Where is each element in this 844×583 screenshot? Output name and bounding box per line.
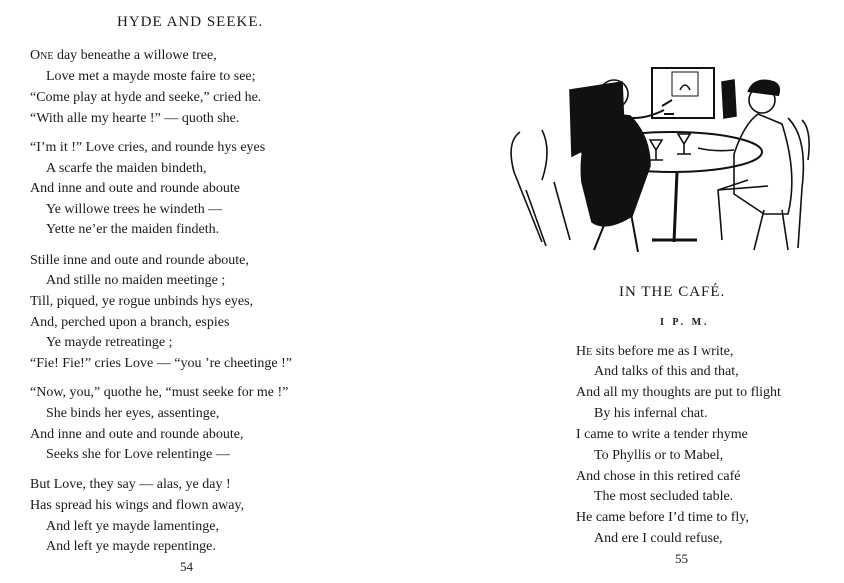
poem-line: And stille no maiden meetinge ; [46, 273, 226, 288]
poem-line: And talks of this and that, [594, 364, 739, 379]
poem-line: And all my thoughts are put to flight [576, 385, 781, 400]
poem-line: “Now, you,” quothe he, “must seeke for me !” [30, 385, 289, 400]
poem-line: He came before I’d time to fly, [576, 510, 749, 525]
poem-line: And ere I could refuse, [594, 531, 723, 546]
poem-line: Ye mayde retreatinge ; [46, 335, 173, 350]
drop-word: One [30, 48, 54, 63]
poem-line: And inne and oute and rounde aboute, [30, 427, 244, 442]
poem-line: Yette ne’er the maiden findeth. [46, 222, 220, 237]
poem-line [30, 48, 217, 64]
poem-line [576, 344, 733, 360]
poem-line: Till, piqued, ye rogue unbinds hys eyes, [30, 294, 254, 309]
poem-line: And left ye mayde repentinge. [46, 539, 216, 554]
page-number: 54 [180, 559, 193, 574]
poem-line: “Fie! Fie!” cries Love — “you ’re cheetinge !” [30, 356, 292, 371]
poem-line: “Come play at hyde and seeke,” cried he. [30, 90, 262, 105]
poem-line: Stille inne and oute and rounde aboute, [30, 253, 249, 268]
poem-line: And, perched upon a branch, espies [30, 315, 230, 330]
poem-line: A scarfe the maiden bindeth, [46, 161, 207, 176]
drop-word: He [576, 344, 593, 359]
line-text: sits before me as I write, [592, 344, 734, 359]
poem-line: “I’m it !” Love cries, and rounde hys eyes [30, 140, 266, 155]
page-number: 55 [675, 551, 688, 566]
poem-line: Has spread his wings and flown away, [30, 498, 245, 513]
poem-title: HYDE AND SEEKE. [117, 14, 264, 30]
poem-line: Love met a mayde moste faire to see; [46, 69, 256, 84]
poem-byline: I P. M. [660, 317, 710, 328]
poem-line: But Love, they say — alas, ye day ! [30, 477, 231, 492]
poem-line: I came to write a tender rhyme [576, 427, 748, 442]
poem-line: The most secluded table. [594, 489, 734, 504]
poem-line: Ye willowe trees he windeth — [46, 202, 223, 217]
poem-line: “With alle my hearte !” — quoth she. [30, 111, 240, 126]
poem-line: Seeks she for Love relentinge — [46, 447, 230, 462]
poem-line: She binds her eyes, assentinge, [46, 406, 220, 421]
poem-line: By his infernal chat. [594, 406, 708, 421]
poem-line: And left ye mayde lamentinge, [46, 519, 219, 534]
poem-title: IN THE CAFÉ. [619, 284, 726, 300]
line-text: day beneathe a willowe tree, [53, 48, 217, 63]
poem-line: And chose in this retired café [576, 469, 741, 484]
right-page [422, 0, 844, 583]
poem-line: To Phyllis or to Mabel, [594, 448, 724, 463]
poem-line: And inne and oute and rounde aboute [30, 181, 240, 196]
cafe-illustration [502, 60, 844, 256]
